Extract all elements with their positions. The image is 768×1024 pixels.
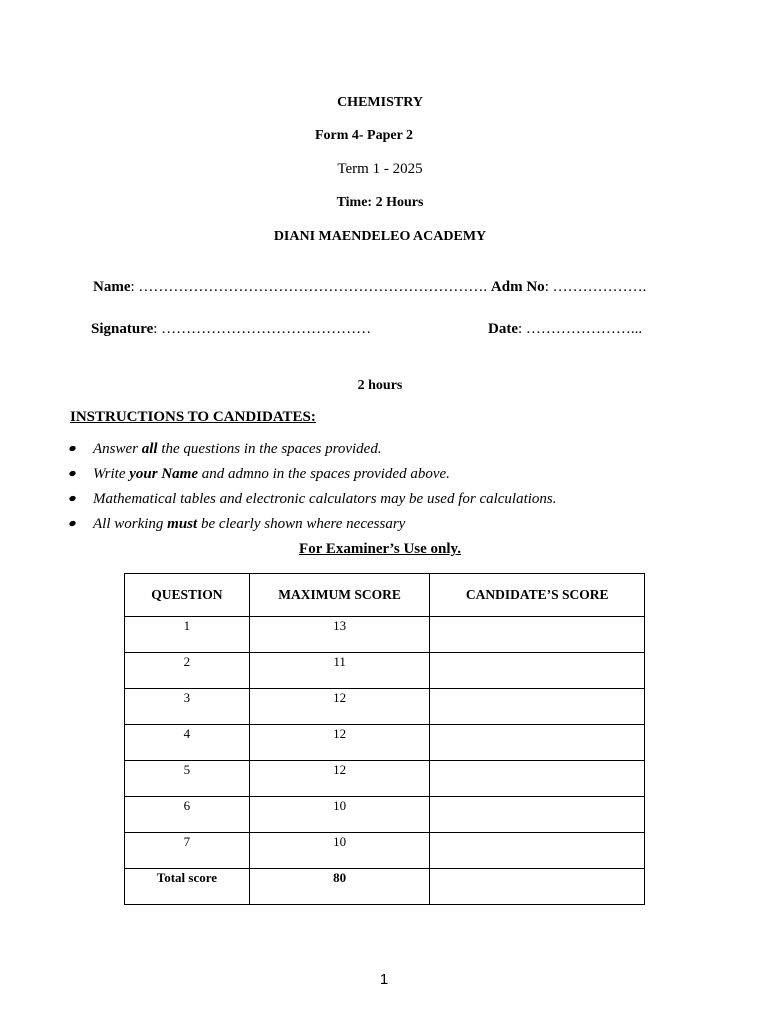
date-field[interactable]: : …………………... [518, 321, 643, 337]
instruction-item: All working must be clearly shown where necessary [70, 513, 557, 538]
question-cell: 7 [125, 833, 250, 869]
school-name: DIANI MAENDELEO ACADEMY [273, 229, 487, 244]
max-score-cell: 11 [249, 653, 430, 689]
total-row [125, 869, 645, 905]
max-score-cell: 12 [249, 725, 430, 761]
table-row [125, 761, 645, 797]
name-label: Name [93, 279, 131, 295]
candidate-score-cell[interactable] [430, 617, 645, 653]
instruction-item: Mathematical tables and electronic calculators may be used for calculations. [70, 488, 557, 513]
table-row [125, 653, 645, 689]
name-field[interactable]: : ……………………………………………………………. [130, 279, 491, 295]
max-score-cell: 12 [249, 761, 430, 797]
bullet-icon [69, 520, 77, 527]
question-cell: 3 [125, 689, 250, 725]
total-max-cell: 80 [249, 869, 430, 905]
time-label: Time: 2 Hours [336, 195, 424, 210]
signature-row [91, 321, 371, 338]
bullet-icon [69, 470, 77, 477]
candidate-score-cell[interactable] [430, 761, 645, 797]
instruction-item: Answer all the questions in the spaces provided. [70, 438, 557, 463]
instructions-list [70, 438, 557, 538]
duration-label: 2 hours [357, 378, 403, 393]
max-score-cell: 10 [249, 797, 430, 833]
total-score-cell[interactable] [430, 869, 645, 905]
question-cell: 2 [125, 653, 250, 689]
candidate-score-cell[interactable] [430, 833, 645, 869]
table-row [125, 725, 645, 761]
column-header-question: QUESTION [125, 574, 250, 617]
score-table [124, 573, 645, 905]
question-cell: 1 [125, 617, 250, 653]
question-cell: 5 [125, 761, 250, 797]
instruction-item: Write your Name and admno in the spaces provided above. [70, 463, 557, 488]
date-row [488, 321, 642, 338]
question-cell: 6 [125, 797, 250, 833]
signature-label: Signature [91, 321, 154, 337]
max-score-cell: 13 [249, 617, 430, 653]
date-label: Date [488, 321, 518, 337]
candidate-score-cell[interactable] [430, 689, 645, 725]
page-number: 1 [379, 971, 389, 988]
name-adm-row [93, 279, 646, 296]
column-header-max-score: MAXIMUM SCORE [249, 574, 430, 617]
candidate-score-cell[interactable] [430, 797, 645, 833]
candidate-score-cell[interactable] [430, 725, 645, 761]
adm-label: Adm No [490, 279, 545, 295]
paper-title: Form 4- Paper 2 [314, 128, 414, 143]
table-header-row [125, 574, 645, 617]
bullet-icon [69, 495, 77, 502]
signature-field[interactable]: : …………………………………… [153, 321, 372, 337]
total-label-cell: Total score [125, 869, 250, 905]
subject-title: CHEMISTRY [337, 95, 423, 110]
examiner-heading: For Examiner’s Use only. [299, 541, 461, 557]
adm-field[interactable]: : ………………. [544, 279, 647, 295]
max-score-cell: 12 [249, 689, 430, 725]
term-label: Term 1 - 2025 [337, 161, 423, 177]
table-row [125, 617, 645, 653]
table-row [125, 833, 645, 869]
table-row [125, 689, 645, 725]
question-cell: 4 [125, 725, 250, 761]
candidate-score-cell[interactable] [430, 653, 645, 689]
bullet-icon [69, 445, 77, 452]
table-row [125, 797, 645, 833]
instructions-heading: INSTRUCTIONS TO CANDIDATES: [70, 409, 316, 425]
column-header-candidate-score: CANDIDATE’S SCORE [430, 574, 645, 617]
max-score-cell: 10 [249, 833, 430, 869]
